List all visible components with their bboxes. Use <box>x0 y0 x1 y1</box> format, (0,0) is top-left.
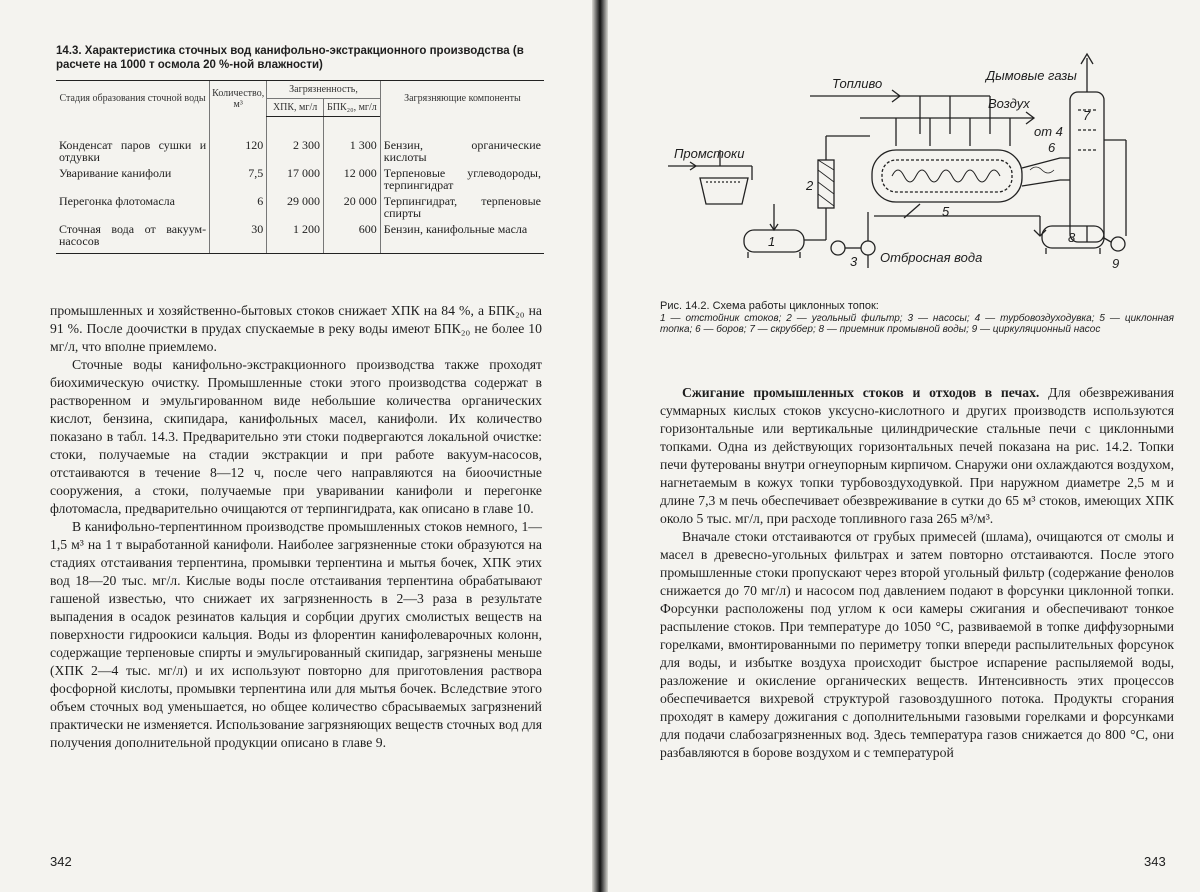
cell-bod: 1 300 <box>323 117 380 165</box>
label-flue-gases: Дымовые газы <box>986 68 1077 83</box>
table-row <box>56 117 544 165</box>
label-8: 8 <box>1068 230 1076 245</box>
cell-cod: 29 000 <box>267 193 324 221</box>
cell-quantity: 6 <box>210 193 267 221</box>
header-stage: Стадия образования сточной воды <box>56 81 210 117</box>
page-number: 342 <box>50 854 72 869</box>
paragraph: Вначале стоки отстаиваются от грубых примесей (шлама), очищаются от смолы и масел в древесно-угольных фильтрах и затем повторно отстаиваются. После этого промышленные стоки пропускают через второй угольный фильтр (содержание фенолов снижается до 70 мг/л) и насосом под давлением подают в форсунки циклонной топки. Форсунки расположены под углом к оси камеры сжигания и обеспечивают тонкое распыление стоков. При температуре до 1050 °С, развиваемой в топке диффузорными горелками, вмонтированными по периметру топки впереди распылительных форсунок для воды, и избытке воздуха происходит быстрое испарение распыляемой воды, разложение и окисление органических веществ. Интенсивность этих процессов обеспечивается вихревой структурой газовоздушного потока. Продукты сгорания проходят в камеру дожигания с дополнительными газовыми горелками и форсунками для подачи слабозагрязненных вод. Здесь температура газов снижается до 800 °С, они разбавляются в борове воздухом и с температурой <box>660 529 1174 760</box>
cell-stage: Сточная вода от вакуум-насосов <box>56 221 210 254</box>
cell-quantity: 7,5 <box>210 165 267 193</box>
label-7: 7 <box>1083 108 1091 123</box>
cell-cod: 2 300 <box>267 117 324 165</box>
cell-stage: Конденсат паров сушки и отдувки <box>59 137 207 164</box>
label-from-4: от 4 <box>1034 124 1063 139</box>
cell-bod: 12 000 <box>323 165 380 193</box>
cell-cod: 17 000 <box>267 165 324 193</box>
label-fuel: Топливо <box>832 76 883 91</box>
paragraph: В канифольно-терпентинном производстве промышленных стоков немного, 1—1,5 м³ на 1 т выработанной канифоли. Наиболее загрязненные стоки образуются на стадиях отстаивания терпентина, промывки терпентина и мытья бочек, ХПК этих вод 18—20 тыс. мг/л. Кислые воды после отстаивания терпентина обрабатывают гашеной известью, что снижает их загрязненность в 2—3 раза в результате выпадения в осадок резинатов кальция и сорбции других смолистых веществ на поверхности гидроокиси кальция. Воды из флорентин канифолеварочных колонн, содержащие терпеновые спирты и эмульгированный скипидар, загрязнены меньше (ХПК 2—4 тыс. мг/л) и их используют повторно для приготовления раствора фосфорной кислоты, промывки терпентина или для мытья бочек. Вследствие этого объем сточных вод уменьшается, но общее количество сбрасываемых загрязнений практически не изменяется. Использование загрязняющих веществ сточных вод для получения дополнительной продукции описано в главе 9. <box>50 519 542 750</box>
left-body-text <box>50 302 542 752</box>
label-prom-stoki: Промстоки <box>674 146 745 161</box>
figure-legend: 1 — отстойник стоков; 2 — угольный фильтр; 3 — насосы; 4 — турбовоздуходувка; 5 — циклонная топка; 6 — боров; 7 — скруббер; 8 — приемник промывной воды; 9 — циркуляционный насос <box>660 313 1174 335</box>
cell-components: Терпеновые углеводороды, терпингидрат <box>380 165 544 193</box>
header-quantity: Количество, м³ <box>210 81 267 117</box>
header-cod: ХПК, мг/л <box>267 99 324 117</box>
left-page <box>0 0 592 892</box>
header-bod: БПК₂₀, мг/л <box>323 99 380 117</box>
label-2: 2 <box>806 178 814 193</box>
cell-bod: 20 000 <box>323 193 380 221</box>
paragraph-text: Для обезвреживания суммарных кислых стоков уксусно-кислотного и других производств используются горизонтальные или вертикальные цилиндрические стальные печи с циклонными топками. Одна из действующих горизонтальных печей показана на рис. 14.2. Топки печи футерованы внутри огнеупорным кирпичом. Снаружи они охлаждаются воздухом, нагнетаемым в кожух топки турбовоздуходувкой. При наружном диаметре 2,5 м и длине 7,3 м печь обеспечивает обезвреживание в сутки до 65 м³ стоков, имеющих ХПК около 5 тыс. мг/л, при расходе топливного газа 265 м³/м³. <box>660 385 1174 526</box>
figure-title: Рис. 14.2. Схема работы циклонных топок: <box>660 300 879 312</box>
label-3: 3 <box>850 254 858 269</box>
table-caption: 14.3. Характеристика сточных вод канифольно-экстракционного производства (в расчете на 1000 т осмола 20 %-ной влажности) <box>56 45 524 71</box>
figure-caption <box>660 300 1174 335</box>
label-air: Воздух <box>988 96 1030 111</box>
header-components: Загрязняющие компоненты <box>380 81 544 117</box>
pump-shape <box>861 241 875 255</box>
cell-bod: 600 <box>323 221 380 254</box>
paragraph: промышленных и хозяйственно-бытовых стоков снижает ХПК на 84 %, а БПК₂₀ на 91 %. После доочистки в прудах спускаемые в реку воды имеют БПК₂₀ не более 10 мг/л, что вполне приемлемо. <box>50 303 542 354</box>
right-page <box>608 0 1200 892</box>
table-row <box>56 193 544 221</box>
cell-components: Бензин, органические кислоты <box>380 117 544 165</box>
label-5: 5 <box>942 204 950 219</box>
label-1: 1 <box>768 234 776 249</box>
cell-cod: 1 200 <box>267 221 324 254</box>
cell-quantity: 120 <box>210 117 267 165</box>
cell-stage: Уваривание канифоли <box>59 165 172 180</box>
cyclone-furnace-diagram <box>660 40 1130 280</box>
pump-shape <box>831 241 845 255</box>
circulation-pump-shape <box>1111 237 1125 251</box>
table-row <box>56 165 544 193</box>
cell-stage: Перегонка флотомасла <box>59 193 175 208</box>
cell-quantity: 30 <box>210 221 267 254</box>
section-heading: Сжигание промышленных стоков и отходов в печах. <box>682 385 1040 400</box>
cell-components: Терпингидрат, терпеновые спирты <box>380 193 544 221</box>
cell-components: Бензин, канифольные масла <box>380 221 544 254</box>
table-row <box>56 221 544 254</box>
right-body-text <box>660 384 1174 762</box>
wastewater-table <box>56 80 544 254</box>
label-9: 9 <box>1112 256 1120 271</box>
page-number: 343 <box>1144 854 1166 869</box>
book-gutter <box>592 0 608 892</box>
paragraph: Сточные воды канифольно-экстракционного производства также проходят биохимическую очистку. Промышленные стоки этого производства содержат в растворенном и эмульгированном виде небольшие количества органических кислот, бензина, скипидара, канифольных масел, канифоли. Их количество показано в табл. 14.3. Предварительно эти стоки подвергаются локальной очистке: стоки, получаемые на стадии экстракции и при работе вакуум-насосов, отстаиваются в течение 8—12 ч, после чего направляются на биоочистные сооружения, а стоки, получаемые при уваривании канифоли и перегонке флотомасла, предварительно очищаются от терпингидрата, как описано в главе 10. <box>50 357 542 516</box>
paragraph <box>660 384 1174 528</box>
header-pollution-group: Загрязненность, <box>267 81 381 99</box>
label-6: 6 <box>1048 140 1056 155</box>
label-waste-water: Отбросная вода <box>880 250 983 265</box>
